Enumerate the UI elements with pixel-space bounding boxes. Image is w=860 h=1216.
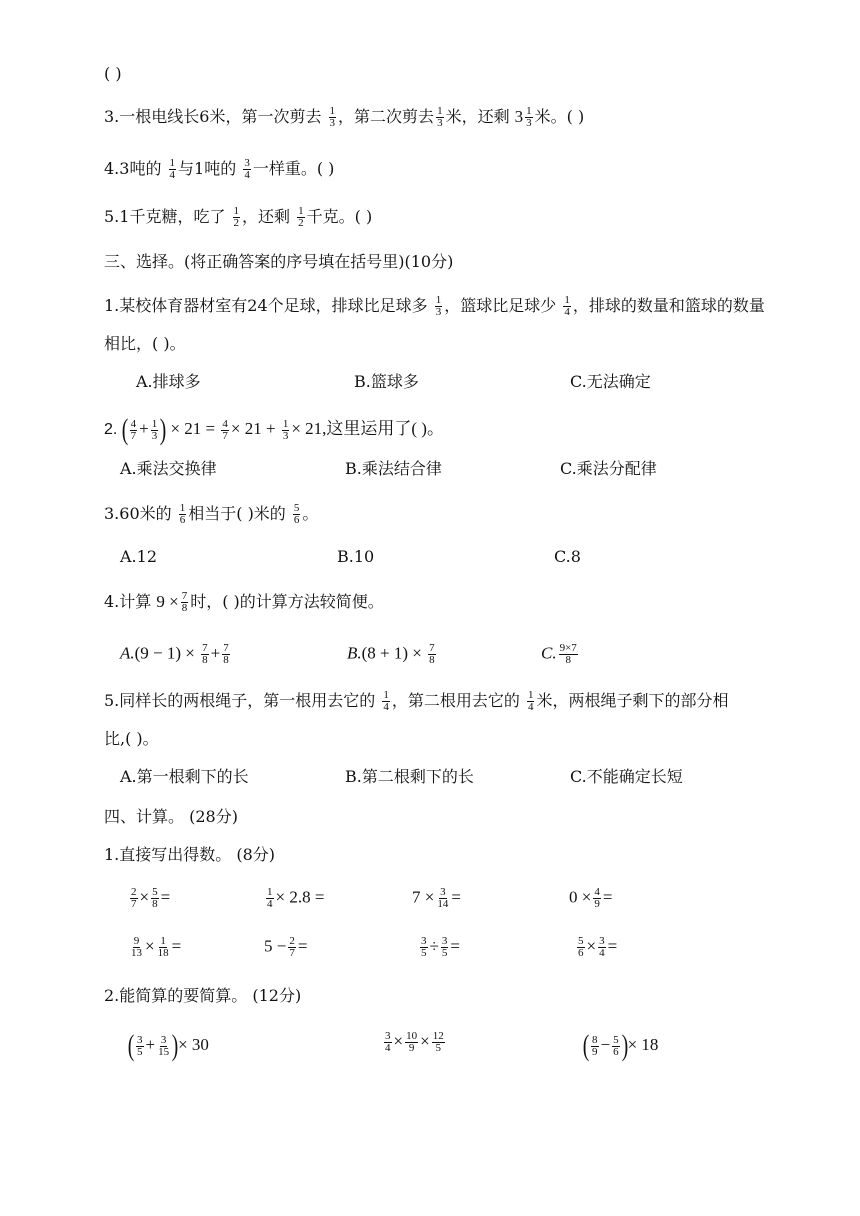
choice-question-1-line2: 相比，( )。	[104, 334, 186, 353]
calc-item: $\frac{1}{4}$ × 2.8 =	[267, 886, 325, 910]
option-b[interactable]: B.(8 + 1) × $\frac{7}{8}$	[347, 642, 435, 666]
option-a[interactable]: A.12	[120, 547, 157, 566]
option-c[interactable]: C.不能确定长短	[570, 767, 683, 786]
calc-item: $\frac{3}{5}$ ÷ $\frac{3}{5}$ =	[421, 935, 460, 959]
fraction: $\frac{1}{2}$	[298, 205, 304, 229]
fraction: $\frac{1}{3}$	[526, 105, 532, 129]
choice-question-2: 2. ( $\frac{4}{7}$ + $\frac{1}{3}$ ) × 21 = $\frac{4}{7}$ × 21 + $\frac{1}{3}$ × 21,这里运用了( )。	[104, 413, 444, 446]
fraction: $\frac{1}{3}$	[329, 105, 336, 129]
option-b[interactable]: B.篮球多	[354, 372, 419, 391]
calc-item: 0 × $\frac{4}{9}$ =	[569, 886, 613, 910]
option-a[interactable]: A.第一根剩下的长	[120, 767, 249, 786]
choice-question-5: 5.同样长的两根绳子，第一根用去它的 $\frac{1}{4}$ ，第二根用去它的 $\frac{1}{4}$ 米，两根绳子剩下的部分相	[104, 689, 729, 713]
choice-question-4: 4.计算 9 × $\frac{7}{8}$ 时，( )的计算方法较简便。	[104, 590, 384, 614]
option-b[interactable]: B.10	[337, 547, 375, 566]
fraction: $\frac{1}{3}$	[437, 105, 443, 129]
option-a[interactable]: A.(9 − 1) × $\frac{7}{8}$ + $\frac{7}{8}$	[120, 642, 229, 666]
fraction: $\frac{1}{3}$	[435, 294, 442, 318]
calc-item: $\frac{5}{6}$ × $\frac{3}{4}$ =	[578, 935, 618, 959]
fraction: $\frac{1}{2}$	[233, 205, 240, 229]
simplify-expression: ( $\frac{8}{9}$ − $\frac{5}{6}$ )× 18	[582, 1029, 659, 1062]
choice-question-5-line2: 比,( )。	[104, 729, 159, 748]
answer-blank[interactable]: ( )	[104, 64, 122, 83]
option-b[interactable]: B.乘法结合律	[345, 459, 442, 478]
choice-question-3: 3.60米的 $\frac{1}{6}$ 相当于( )米的 $\frac{5}{6}$ 。	[104, 502, 319, 526]
fraction: $\frac{1}{4}$	[169, 157, 176, 181]
option-a[interactable]: A.排球多	[136, 372, 201, 391]
judge-question-5: 5.1千克糖，吃了 $\frac{1}{2}$ ，还剩 $\frac{1}{2}$ 千克。( )	[104, 205, 373, 229]
subsection-title: 1.直接写出得数。 (8分)	[104, 845, 276, 864]
calc-item: $\frac{2}{7}$ × $\frac{5}{8}$ =	[131, 886, 171, 910]
calc-item: 7 × $\frac{3}{14}$ =	[412, 886, 461, 910]
section-title: 四、计算。 (28分)	[104, 807, 238, 826]
judge-question-4: 4.3吨的 $\frac{1}{4}$ 与1吨的 $\frac{3}{4}$ 一样重。( )	[104, 157, 335, 181]
subsection-title: 2.能简算的要简算。 (12分)	[104, 986, 302, 1005]
option-a[interactable]: A.乘法交换律	[120, 459, 217, 478]
option-c[interactable]: C.无法确定	[570, 372, 651, 391]
option-c[interactable]: C.8	[554, 547, 581, 566]
option-c[interactable]: C. $\frac{9\times 7}{8}$	[541, 642, 577, 666]
judge-question-3: 3.一根电线长6米，第一次剪去 $\frac{1}{3}$ ，第二次剪去 $\frac{1}{3}$ 米，还剩 3 $\frac{1}{3}$ 米。( )	[104, 105, 585, 129]
option-c[interactable]: C.乘法分配律	[560, 459, 657, 478]
fraction: $\frac{3}{4}$	[244, 157, 250, 181]
calc-item: 5 − $\frac{2}{7}$ =	[264, 935, 308, 959]
section-title: 三、选择。(将正确答案的序号填在括号里)(10分)	[104, 252, 454, 271]
option-b[interactable]: B.第二根剩下的长	[345, 767, 474, 786]
calc-item: $\frac{9}{13}$ × $\frac{1}{18}$ =	[131, 935, 182, 959]
fraction: $\frac{1}{4}$	[564, 294, 570, 318]
choice-question-1: 1.某校体育器材室有24个足球，排球比足球多 $\frac{1}{3}$ ，篮球比足球少 $\frac{1}{4}$ ，排球的数量和篮球的数量	[104, 294, 765, 318]
simplify-expression: ( $\frac{3}{5}$ + $\frac{3}{15}$ )× 30	[127, 1029, 209, 1062]
simplify-expression: $\frac{3}{4}$ × $\frac{10}{9}$ × $\frac{12}{5}$	[385, 1030, 444, 1054]
